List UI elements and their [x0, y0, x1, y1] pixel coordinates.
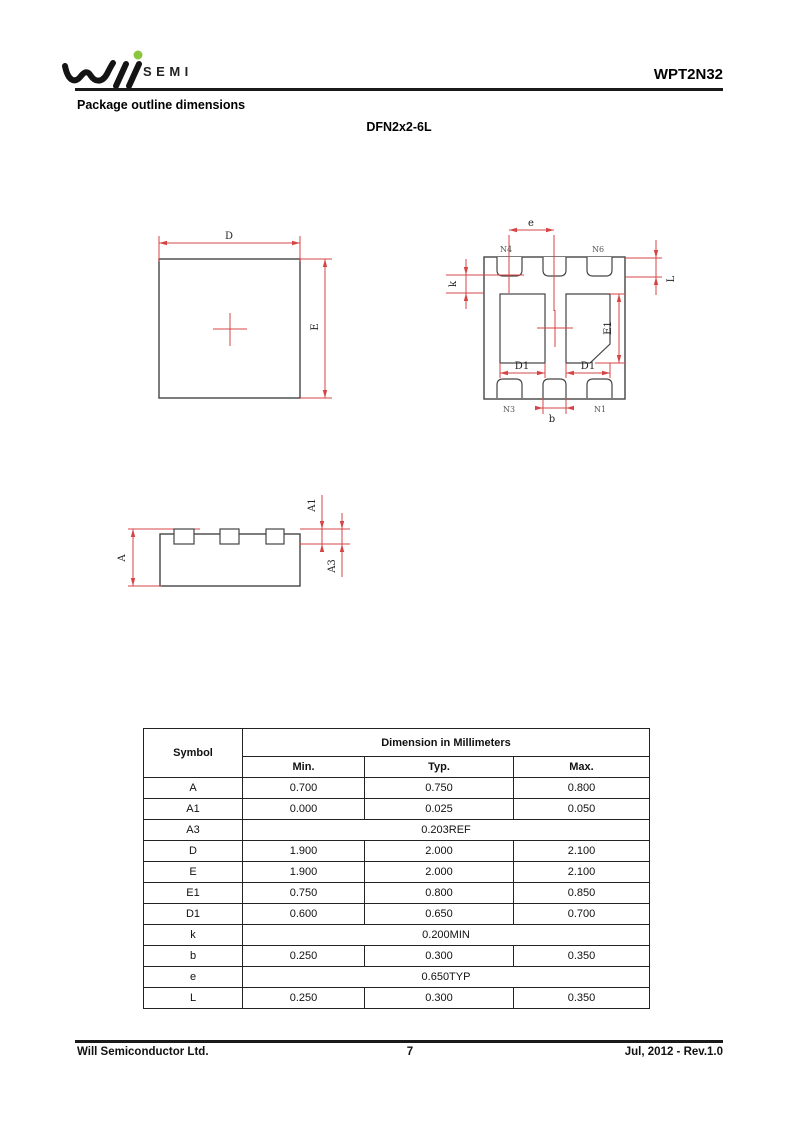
- dim-label-e-pitch: e: [528, 218, 534, 229]
- terminal-pad: [266, 529, 284, 544]
- table-cell-symbol: e: [144, 967, 243, 988]
- will-semi-logo: [62, 48, 154, 92]
- table-cell: 0.350: [514, 946, 650, 967]
- terminal-pad: [174, 529, 194, 544]
- table-row: [144, 841, 650, 862]
- table-cell: 0.750: [365, 778, 514, 799]
- table-cell-symbol: b: [144, 946, 243, 967]
- arrowhead: [566, 371, 574, 375]
- col-header-max: Max.: [514, 757, 650, 778]
- pin-label-n3: N3: [502, 405, 516, 414]
- logo-slash-2: [129, 64, 139, 86]
- table-row: [144, 925, 650, 946]
- dim-label-d1-right: D1: [580, 361, 596, 372]
- table-row: [144, 820, 650, 841]
- part-number: WPT2N32: [653, 66, 723, 83]
- table-cell: 2.000: [365, 862, 514, 883]
- arrowhead: [464, 267, 468, 275]
- arrowhead: [500, 371, 508, 375]
- arrowhead: [535, 406, 543, 410]
- table-cell-symbol: D1: [144, 904, 243, 925]
- table-row: [144, 883, 650, 904]
- table-cell-symbol: A3: [144, 820, 243, 841]
- dim-label-d: D: [224, 231, 234, 242]
- header-rule: [75, 88, 723, 91]
- table-cell-symbol: L: [144, 988, 243, 1009]
- table-cell-symbol: E: [144, 862, 243, 883]
- table-cell: 0.300: [365, 946, 514, 967]
- arrowhead: [323, 390, 327, 398]
- footer-company: Will Semiconductor Ltd.: [77, 1046, 209, 1058]
- table-cell: 2.100: [514, 841, 650, 862]
- arrowhead: [292, 241, 300, 245]
- table-cell-span: 0.200MIN: [243, 925, 650, 946]
- pin-label-n4: N4: [499, 245, 513, 254]
- table-cell: 0.700: [514, 904, 650, 925]
- logo-wave: [65, 63, 113, 81]
- table-row: [144, 799, 650, 820]
- table-cell-symbol: k: [144, 925, 243, 946]
- table-cell: 0.750: [243, 883, 365, 904]
- table-row: [144, 904, 650, 925]
- footer-rule: [75, 1040, 723, 1043]
- pin-label-n6: N6: [591, 245, 605, 254]
- arrowhead: [617, 355, 621, 363]
- table-cell: 0.800: [365, 883, 514, 904]
- pin-pad-bottom-middle: [543, 379, 566, 398]
- arrowhead: [602, 371, 610, 375]
- table-cell: 2.000: [365, 841, 514, 862]
- pin-pad-bottom-left: [497, 379, 522, 398]
- package-bottom-view-drawing: [440, 215, 690, 430]
- pin-label-n1: N1: [593, 405, 607, 414]
- col-header-symbol: Symbol: [144, 729, 243, 778]
- dimension-table: [143, 728, 650, 1009]
- arrowhead: [537, 371, 545, 375]
- table-row: [144, 967, 650, 988]
- table-cell-symbol: A1: [144, 799, 243, 820]
- table-cell: 0.600: [243, 904, 365, 925]
- table-cell-symbol: E1: [144, 883, 243, 904]
- table-cell: 1.900: [243, 841, 365, 862]
- dim-label-a3: A3: [327, 559, 338, 573]
- table-cell: 0.300: [365, 988, 514, 1009]
- col-header-group: Dimension in Millimeters: [243, 729, 650, 757]
- table-row: [144, 946, 650, 967]
- arrowhead: [159, 241, 167, 245]
- arrowhead: [654, 277, 658, 285]
- arrowhead: [654, 250, 658, 258]
- package-top-view-drawing: [120, 225, 345, 410]
- arrowhead: [131, 578, 135, 586]
- arrowhead: [340, 544, 344, 552]
- terminal-pad: [220, 529, 239, 544]
- package-side-view-drawing: [110, 485, 360, 600]
- table-cell: 0.850: [514, 883, 650, 904]
- footer-revision: Jul, 2012 - Rev.1.0: [624, 1046, 723, 1058]
- table-cell: 2.100: [514, 862, 650, 883]
- logo-green-dot: [134, 51, 143, 60]
- dim-label-e: E: [310, 323, 321, 331]
- arrowhead: [509, 228, 517, 232]
- arrowhead: [320, 544, 324, 552]
- table-cell: 0.050: [514, 799, 650, 820]
- pin-pad-bottom-right: [587, 379, 612, 398]
- table-row: [144, 778, 650, 799]
- table-cell: 0.250: [243, 946, 365, 967]
- dim-label-b: b: [548, 414, 556, 425]
- dim-label-e1: E1: [603, 321, 614, 335]
- table-cell: 1.900: [243, 862, 365, 883]
- col-header-min: Min.: [243, 757, 365, 778]
- arrowhead: [320, 521, 324, 529]
- pin-pad-top-right: [587, 257, 612, 276]
- table-cell: 0.000: [243, 799, 365, 820]
- logo-slash-1: [116, 64, 126, 86]
- table-row: [144, 862, 650, 883]
- col-header-typ: Typ.: [365, 757, 514, 778]
- table-cell: 0.700: [243, 778, 365, 799]
- table-cell: 0.025: [365, 799, 514, 820]
- table-cell: 0.800: [514, 778, 650, 799]
- arrowhead: [546, 228, 554, 232]
- dim-label-d1-left: D1: [514, 361, 530, 372]
- dim-label-l: L: [666, 275, 677, 283]
- arrowhead: [340, 521, 344, 529]
- footer-page-number: 7: [406, 1046, 414, 1058]
- page-title: Package outline dimensions: [77, 98, 246, 112]
- arrowhead: [464, 293, 468, 301]
- brand-semi-text: SEMI: [143, 64, 193, 79]
- table-cell-span: 0.203REF: [243, 820, 650, 841]
- package-name: DFN2x2-6L: [366, 120, 432, 134]
- table-cell-symbol: D: [144, 841, 243, 862]
- table-cell-symbol: A: [144, 778, 243, 799]
- table-cell-span: 0.650TYP: [243, 967, 650, 988]
- dim-label-a: A: [117, 554, 128, 562]
- table-cell: 0.650: [365, 904, 514, 925]
- arrowhead: [566, 406, 574, 410]
- table-row: [144, 988, 650, 1009]
- dim-label-a1: A1: [307, 498, 318, 512]
- arrowhead: [323, 259, 327, 267]
- table-cell: 0.250: [243, 988, 365, 1009]
- arrowhead: [617, 294, 621, 302]
- dim-label-k: k: [448, 280, 459, 288]
- table-cell: 0.350: [514, 988, 650, 1009]
- arrowhead: [131, 529, 135, 537]
